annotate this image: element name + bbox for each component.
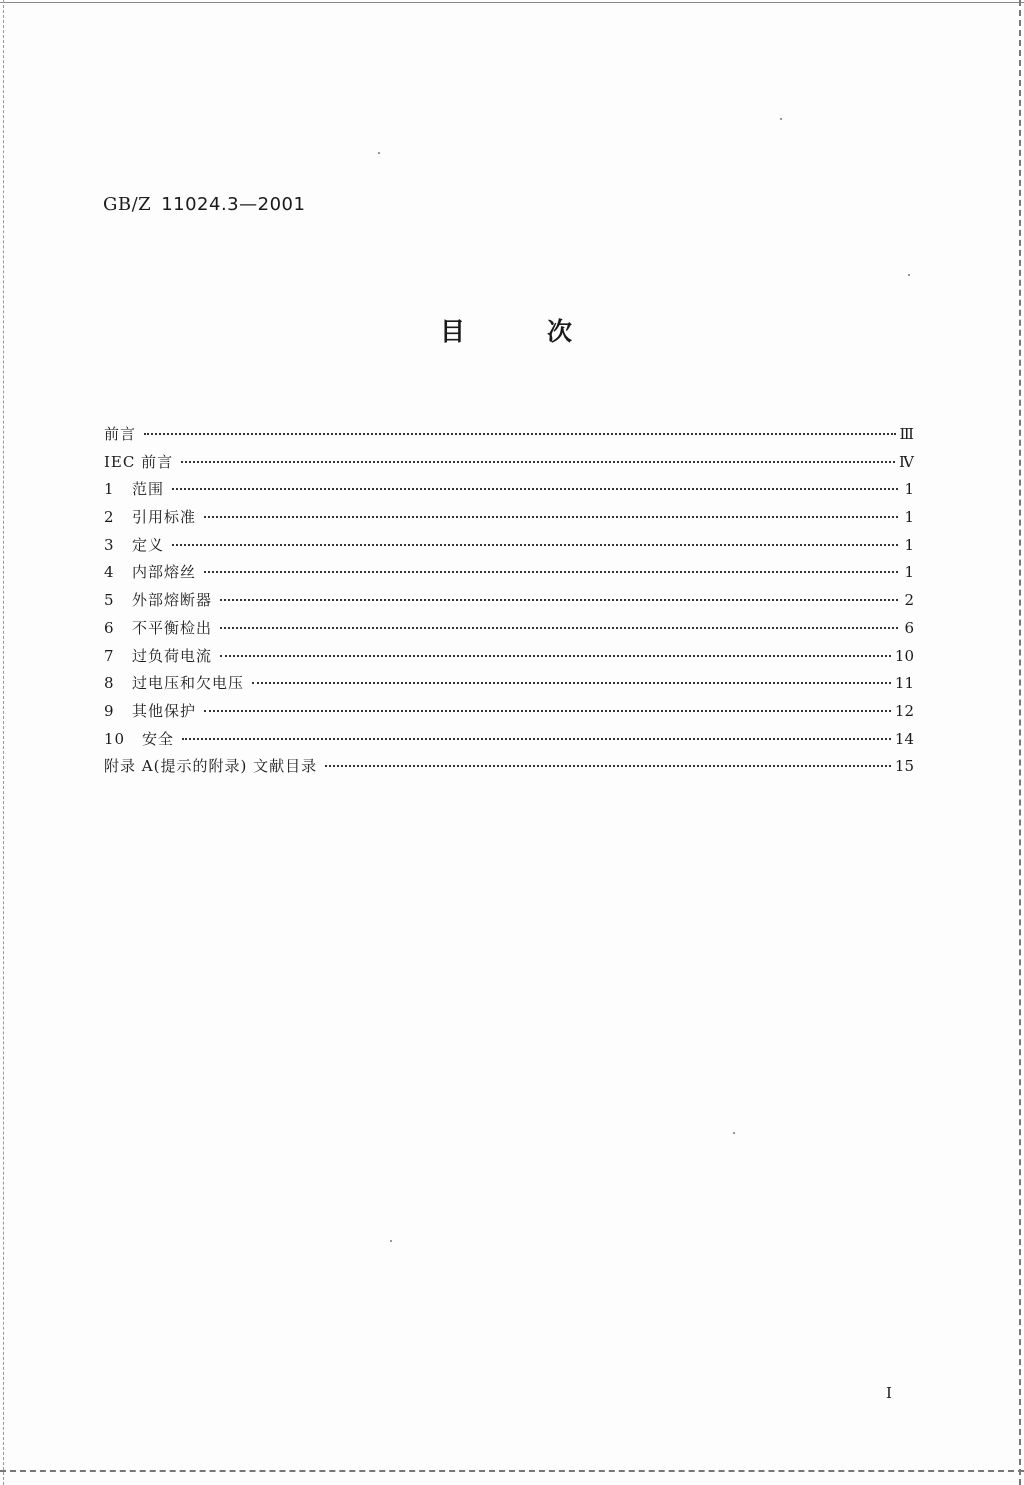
toc-dot-leader (204, 710, 891, 712)
toc-dot-leader (181, 461, 895, 463)
toc-entry-label (104, 423, 136, 444)
toc-section-number: 7 (104, 646, 115, 665)
toc-entry-label (104, 478, 164, 499)
toc-page-number: Ⅳ (899, 452, 914, 471)
toc-page-number: 15 (894, 757, 914, 776)
page-title: 目次 (440, 317, 655, 346)
toc-entry-label (104, 755, 317, 776)
toc-dot-leader (220, 627, 898, 629)
toc-entry[interactable] (104, 534, 914, 562)
toc-section-title: 引用标准 (132, 508, 197, 527)
toc-entry[interactable] (104, 423, 914, 451)
toc-page-number: 11 (894, 674, 914, 693)
toc-entry[interactable] (104, 451, 914, 479)
toc-entry-label (104, 589, 212, 610)
toc-dot-leader (144, 433, 896, 435)
toc-section-title: 其他保护 (132, 701, 197, 720)
toc-page-number: 10 (894, 646, 914, 665)
toc-section-title: 外部熔断器 (132, 591, 213, 610)
scan-speck (733, 1132, 735, 1134)
toc-entry[interactable] (104, 506, 914, 534)
toc-page-number: 12 (894, 701, 914, 720)
toc-entry[interactable] (104, 645, 914, 673)
toc-section-title: IEC 前言 (104, 452, 174, 471)
toc-section-title: 范围 (132, 480, 165, 499)
toc-entry[interactable] (104, 589, 914, 617)
toc-page-number: 1 (904, 480, 914, 499)
toc-section-number: 5 (104, 591, 115, 610)
scan-edge-bottom (0, 1470, 1024, 1472)
toc-entry-label (104, 534, 164, 555)
toc-dot-leader (220, 599, 898, 601)
toc-page-number: Ⅲ (899, 425, 914, 443)
toc-page-number: 1 (904, 563, 914, 582)
toc-dot-leader (182, 738, 891, 740)
toc-section-number: 10 (104, 729, 126, 748)
toc-dot-leader (325, 765, 891, 767)
toc-section-number: 3 (104, 535, 115, 554)
toc-section-title: 安全 (142, 729, 175, 748)
toc-entry-label (104, 700, 196, 721)
toc-section-number: 8 (104, 674, 115, 693)
toc-section-title: 前言 (104, 425, 137, 443)
scan-edge-right (1019, 0, 1021, 1485)
toc-section-title: 不平衡检出 (132, 618, 213, 637)
scan-speck (390, 1240, 392, 1242)
toc-entry[interactable] (104, 672, 914, 700)
toc-entry-label (104, 451, 173, 472)
standard-number: 11024.3—2001 (161, 194, 306, 215)
toc-dot-leader (204, 571, 898, 573)
toc-entry-label (104, 645, 212, 666)
page-number: I (886, 1384, 892, 1402)
toc-page-number: 2 (904, 591, 914, 610)
toc-dot-leader (172, 544, 898, 546)
scan-speck (908, 274, 910, 276)
toc-section-title: 过电压和欠电压 (132, 674, 245, 693)
toc-section-number: 6 (104, 618, 115, 637)
scan-edge-top (0, 2, 1024, 3)
toc-section-title: 附录 A(提示的附录) 文献目录 (104, 757, 318, 776)
toc-section-number: 1 (104, 480, 115, 499)
toc-page-number: 1 (904, 535, 914, 554)
toc-entry-label (104, 506, 196, 527)
scan-edge-left (3, 0, 4, 1485)
scan-speck (780, 118, 782, 120)
toc-section-title: 内部熔丝 (132, 563, 197, 582)
toc-dot-leader (204, 516, 898, 518)
toc-section-title: 定义 (132, 535, 165, 554)
toc-dot-leader (220, 655, 891, 657)
toc-entry-label (104, 617, 212, 638)
toc-entry[interactable] (104, 755, 914, 783)
toc-section-number: 4 (104, 563, 115, 582)
toc-entry-label (104, 728, 174, 749)
standard-code (103, 194, 305, 215)
toc-section-number: 9 (104, 701, 115, 720)
toc-section-number: 2 (104, 508, 115, 527)
toc-entry[interactable] (104, 561, 914, 589)
table-of-contents (104, 423, 914, 783)
toc-entry-label (104, 672, 244, 693)
toc-entry[interactable] (104, 700, 914, 728)
toc-page-number: 14 (894, 729, 914, 748)
toc-section-title: 过负荷电流 (132, 646, 213, 665)
toc-dot-leader (252, 682, 891, 684)
toc-dot-leader (172, 488, 898, 490)
scan-speck (378, 152, 380, 154)
standard-prefix: GB/Z (103, 194, 152, 215)
toc-entry[interactable] (104, 478, 914, 506)
toc-entry-label (104, 561, 196, 582)
toc-entry[interactable] (104, 617, 914, 645)
toc-entry[interactable] (104, 728, 914, 756)
toc-page-number: 1 (904, 508, 914, 527)
toc-page-number: 6 (904, 618, 914, 637)
